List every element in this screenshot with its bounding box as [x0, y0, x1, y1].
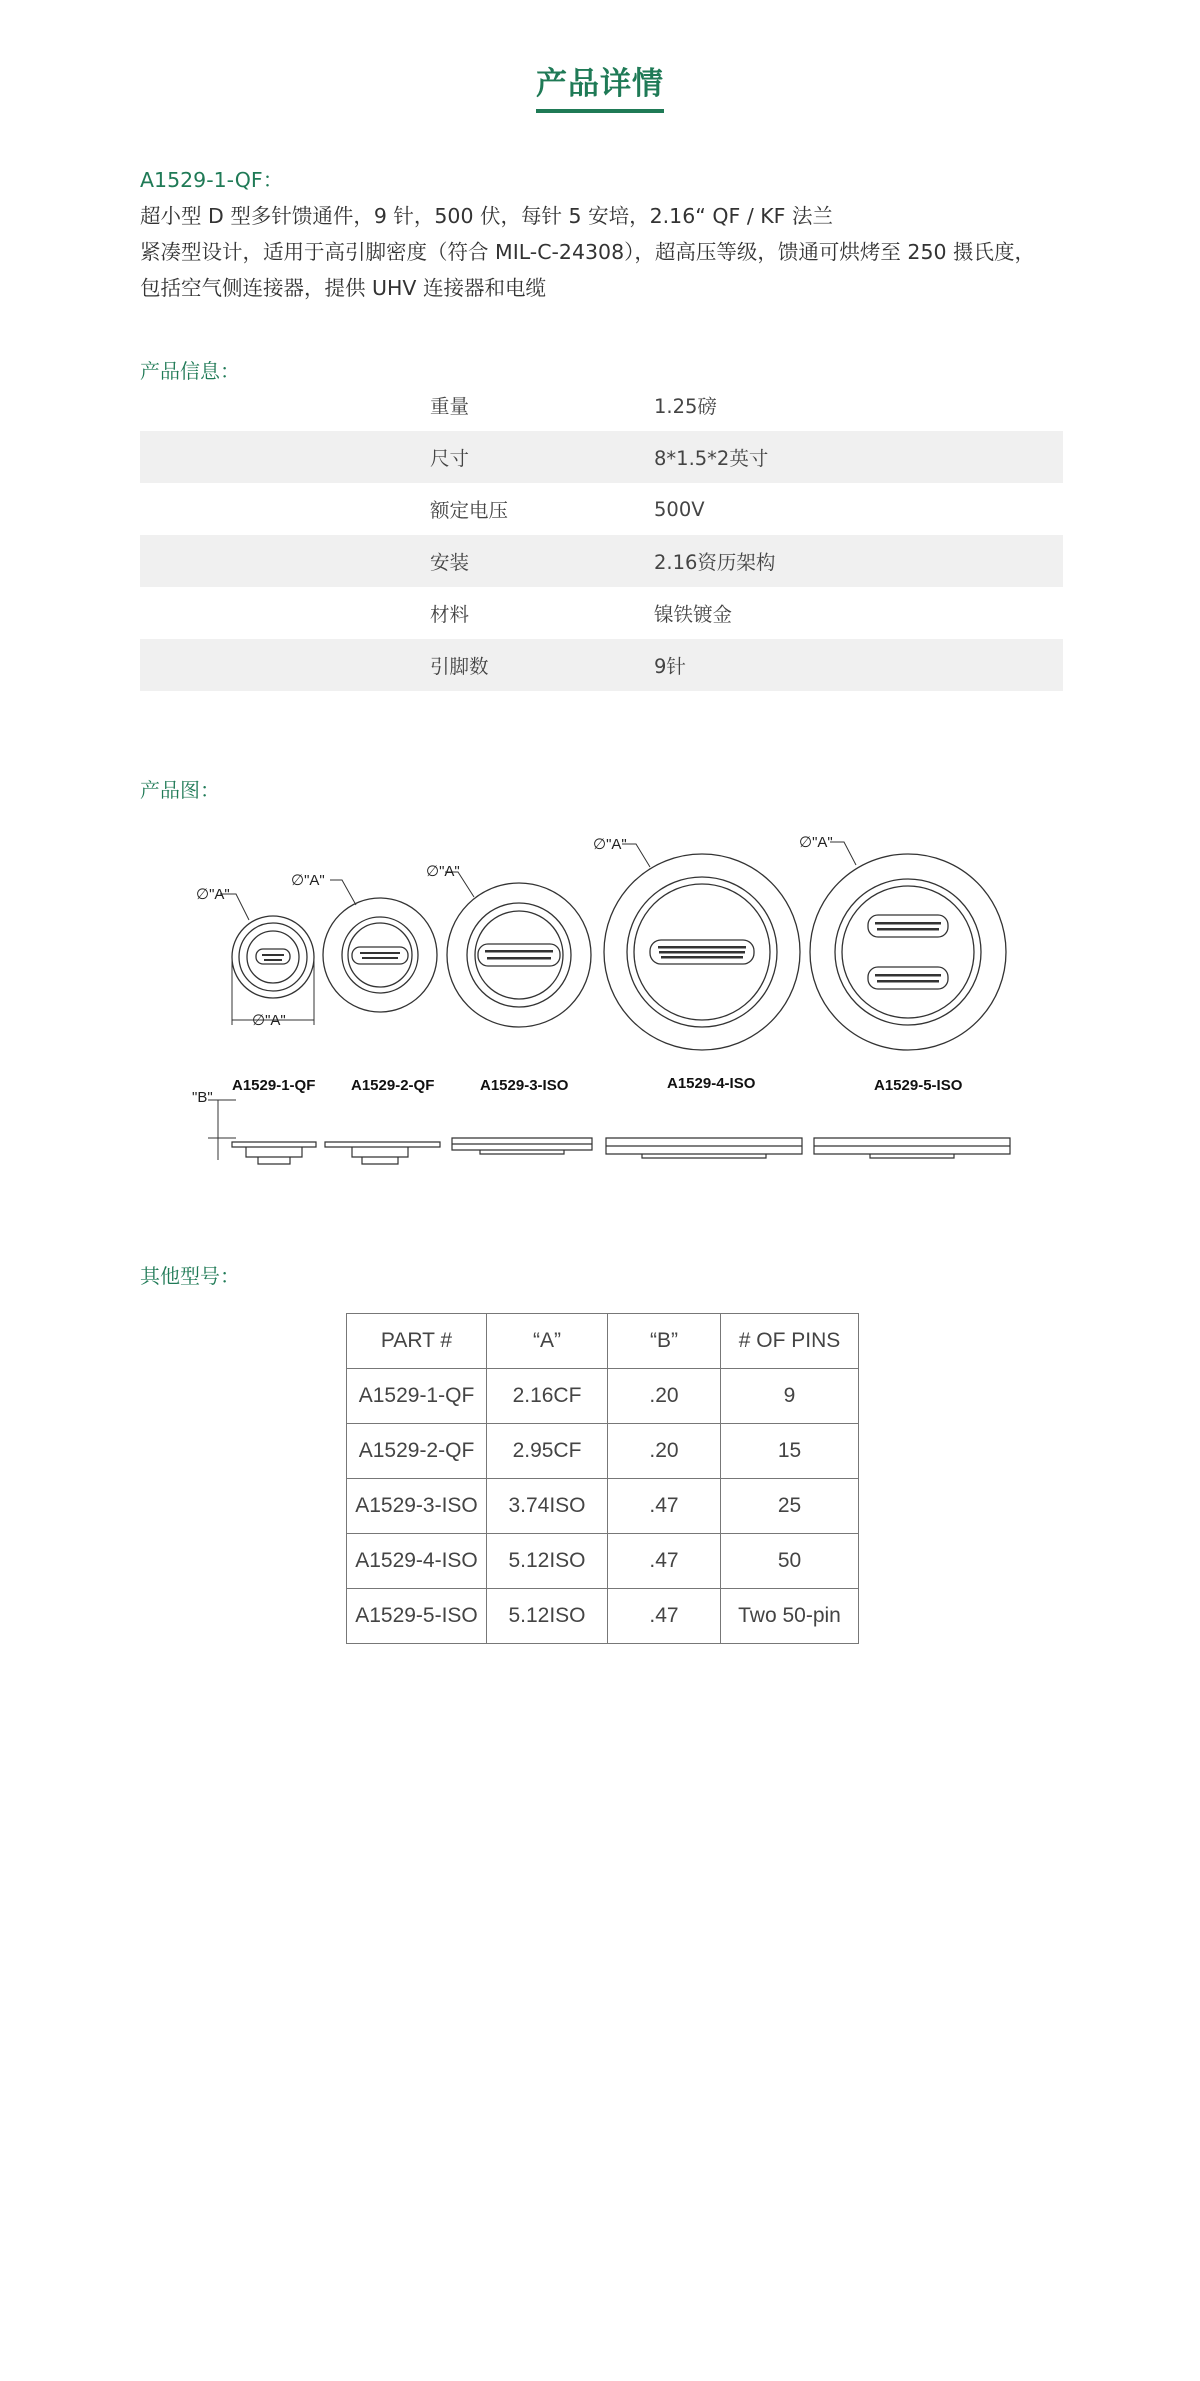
cell-pins: Two 50-pin [721, 1589, 859, 1644]
info-value: 8*1.5*2英寸 [654, 447, 769, 470]
part3-dim-a: ∅"A" [426, 863, 460, 880]
cell-part: A1529-4-ISO [347, 1534, 487, 1589]
table-row [347, 1424, 859, 1479]
part1-flange-inner [239, 923, 307, 991]
info-row [140, 587, 1063, 639]
product-info-heading: 产品信息： [140, 359, 240, 383]
part1-dim-a: ∅"A" [196, 886, 230, 903]
cell-a: 3.74ISO [487, 1479, 608, 1534]
part2-label: A1529-2-QF [351, 1077, 435, 1094]
table-row [347, 1369, 859, 1424]
cell-part: A1529-2-QF [347, 1424, 487, 1479]
col-header-a: “A” [487, 1314, 608, 1369]
cell-b: .20 [608, 1424, 721, 1479]
intro-model-label: A1529-1-QF [140, 168, 263, 192]
info-key: 重量 [430, 395, 470, 418]
info-row [140, 431, 1063, 483]
table-header-row [347, 1314, 859, 1369]
intro-line-3: 包括空气侧连接器，提供 UHV 连接器和电缆 [140, 276, 546, 300]
cell-a: 2.95CF [487, 1424, 608, 1479]
cell-b: .47 [608, 1589, 721, 1644]
other-models-heading: 其他型号： [140, 1264, 240, 1288]
info-value: 1.25磅 [654, 395, 717, 418]
col-header-part: PART # [347, 1314, 487, 1369]
dim-b: "B" [192, 1089, 213, 1106]
part5-flange-outer [810, 854, 1006, 1050]
part4-label: A1529-4-ISO [667, 1075, 756, 1092]
page-title: 产品详情 [536, 58, 664, 113]
info-value: 2.16资历架构 [654, 551, 776, 574]
part1-label: A1529-1-QF [232, 1077, 316, 1094]
part4-dim-a: ∅"A" [593, 836, 627, 853]
info-row [140, 535, 1063, 587]
cell-a: 5.12ISO [487, 1534, 608, 1589]
part2-dim-a: ∅"A" [291, 872, 325, 889]
cell-b: .47 [608, 1534, 721, 1589]
intro-line-2: 紧凑型设计，适用于高引脚密度（符合 MIL-C-24308），超高压等级，馈通可烘烤至 250 摄氏度， [140, 240, 1036, 264]
part2-flange-outer [323, 898, 437, 1012]
cell-b: .47 [608, 1479, 721, 1534]
info-key: 材料 [430, 603, 470, 626]
intro-line-1: 超小型 D 型多针馈通件，9 针，500 伏，每针 5 安培，2.16“ QF / KF 法兰 [140, 204, 833, 228]
product-technical-drawing [180, 820, 1020, 1180]
cell-a: 5.12ISO [487, 1589, 608, 1644]
info-key: 引脚数 [430, 655, 489, 678]
product-intro [140, 162, 1080, 306]
part1-flange-outer [232, 916, 314, 998]
part3-flange-outer [447, 883, 591, 1027]
page-title-wrap [0, 58, 1200, 113]
cell-pins: 50 [721, 1534, 859, 1589]
info-row [140, 639, 1063, 691]
part5-label: A1529-5-ISO [874, 1077, 963, 1094]
info-value: 镍铁镀金 [654, 603, 733, 626]
info-row [140, 483, 1063, 535]
intro-model-suffix: ： [262, 168, 284, 192]
cell-b: .20 [608, 1369, 721, 1424]
cell-pins: 15 [721, 1424, 859, 1479]
part1-dim-a-width: ∅"A" [252, 1012, 286, 1029]
cell-part: A1529-3-ISO [347, 1479, 487, 1534]
table-row [347, 1589, 859, 1644]
cell-part: A1529-1-QF [347, 1369, 487, 1424]
part3-label: A1529-3-ISO [480, 1077, 569, 1094]
info-key: 尺寸 [430, 447, 470, 470]
cell-pins: 9 [721, 1369, 859, 1424]
cell-a: 2.16CF [487, 1369, 608, 1424]
info-key: 安装 [430, 551, 470, 574]
info-value: 500V [654, 497, 705, 521]
product-image-heading: 产品图： [140, 778, 220, 802]
col-header-pins: # OF PINS [721, 1314, 859, 1369]
part5-dim-a: ∅"A" [799, 834, 833, 851]
intro-model-line [140, 162, 1080, 198]
col-header-b: “B” [608, 1314, 721, 1369]
table-row [347, 1479, 859, 1534]
table-row [347, 1534, 859, 1589]
other-models-table [346, 1313, 859, 1644]
info-value: 9针 [654, 655, 686, 678]
cell-part: A1529-5-ISO [347, 1589, 487, 1644]
cell-pins: 25 [721, 1479, 859, 1534]
product-info-table [140, 379, 1063, 691]
info-row [140, 379, 1063, 431]
info-key: 额定电压 [430, 499, 509, 522]
